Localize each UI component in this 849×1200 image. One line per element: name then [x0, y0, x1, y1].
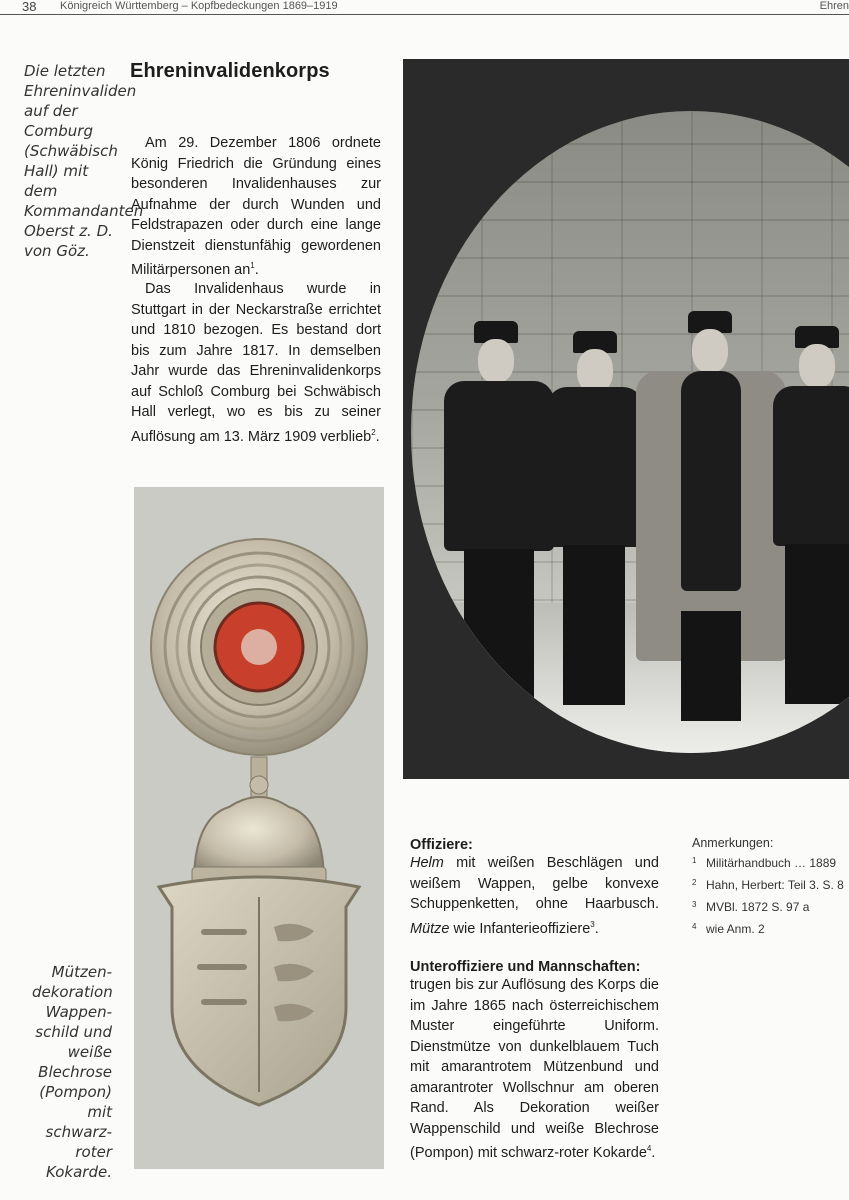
footnote-ref-2: 2	[371, 427, 376, 437]
footnote-text: Hahn, Herbert: Teil 3. S. 8	[706, 878, 844, 892]
crown	[192, 776, 326, 887]
section-heading-offiziere: Offiziere:	[410, 837, 473, 853]
footnote-text: Militärhandbuch … 1889	[706, 856, 837, 870]
rosette	[151, 539, 367, 755]
footnote-number: 2	[692, 878, 697, 887]
cap-badge-photo	[134, 487, 384, 1169]
badge-caption: Mützen-dekoration Wappen-schild und weiße Blechrose (Pompon) mit schwarz-roter Kokarde.	[32, 963, 113, 1181]
paragraph-1-end: .	[254, 261, 259, 278]
running-title: Königreich Württemberg – Kopfbedeckungen 1869–1919	[60, 0, 338, 12]
term-helm: Helm	[410, 855, 444, 871]
photo-caption: Die letzten Ehreninvaliden auf der Comburg (Schwäbisch Hall) mit dem Kommandanten Oberst z. D. von Göz.	[24, 62, 144, 260]
footnote-number: 4	[692, 922, 697, 931]
running-title-right: Ehren	[819, 0, 849, 12]
mannschaften-end: .	[651, 1144, 656, 1161]
footnote-number: 1	[692, 856, 697, 865]
paragraph-1	[131, 133, 381, 280]
mannschaften-text-body: trugen bis zur Auflösung des Korps die im Jahre 1865 nach österreichischem Muster eingeführte Uniform. Dienstmütze von dunkelblauem Tuch mit amarantrotem Mützenbund und amarantroter Wollschnur am oberen Rand. Als Dekoration weißer Wappenschild und weiße Blechrose (Pompon) mit schwarz-roter Kokarde	[410, 977, 659, 1161]
paragraph-2-text: Das Invalidenhaus wurde in Stuttgart in der Neckarstraße errichtet und 1810 bezogen. Es bestand dort bis zum Jahre 1817. In demselben Jahr wurde das Ehreninvalidenkorps auf Schloß Comburg bei Schwäbisch Hall verlegt, wo es bis zu seiner Auflösung am 13. März 1909 verblieb	[131, 281, 381, 445]
group-photo	[403, 59, 849, 779]
running-header	[0, 0, 849, 16]
footnote-list	[692, 851, 849, 939]
paragraph-2-end: .	[375, 428, 380, 445]
page-number: 38	[22, 0, 37, 14]
offiziere-text	[410, 853, 659, 939]
section-heading-mannschaften: Unteroffiziere und Mannschaften:	[410, 959, 641, 975]
offiziere-end: .	[594, 920, 599, 937]
footnote-number: 3	[692, 900, 697, 909]
term-muetze: Mütze	[410, 920, 450, 937]
footnote-text: wie Anm. 2	[706, 922, 765, 936]
footnote-text: MVBl. 1872 S. 97 a	[706, 900, 810, 914]
coat-of-arms-shield	[159, 877, 359, 1105]
paragraph-2	[131, 279, 381, 447]
footnotes-title: Anmerkungen:	[692, 836, 774, 850]
mannschaften-text	[410, 975, 659, 1163]
footnote-ref-4: 4	[646, 1144, 652, 1153]
offiziere-text-2: wie Infanterieoffiziere	[449, 920, 591, 937]
footnote-ref-3: 3	[590, 919, 595, 929]
footnote-item	[692, 917, 849, 939]
paragraph-1-text: Am 29. Dezember 1806 ordnete König Friedrich die Gründung eines besonderen Invalidenhauses zur Aufnahme der durch Wunden und Feldstrapazen oder durch eine lange Dienstzeit dienstunfähig gewordenen Militärpersonen an	[131, 135, 381, 278]
footnote-item	[692, 873, 849, 895]
section-offiziere	[410, 837, 659, 939]
header-rule	[0, 14, 849, 15]
badge-illustration	[134, 487, 384, 1169]
footnotes	[692, 836, 849, 939]
article-title: Ehreninvalidenkorps	[130, 60, 330, 82]
section-mannschaften	[410, 959, 659, 1163]
photo-oval	[411, 111, 849, 753]
footnote-item	[692, 895, 849, 917]
footnote-ref-1: 1	[250, 261, 255, 270]
footnote-item	[692, 851, 849, 873]
offiziere-text-1: mit weißen Beschlägen und weißem Wappen, gelbe konvexe Schuppenketten, ohne Haarbusch.	[410, 855, 659, 912]
